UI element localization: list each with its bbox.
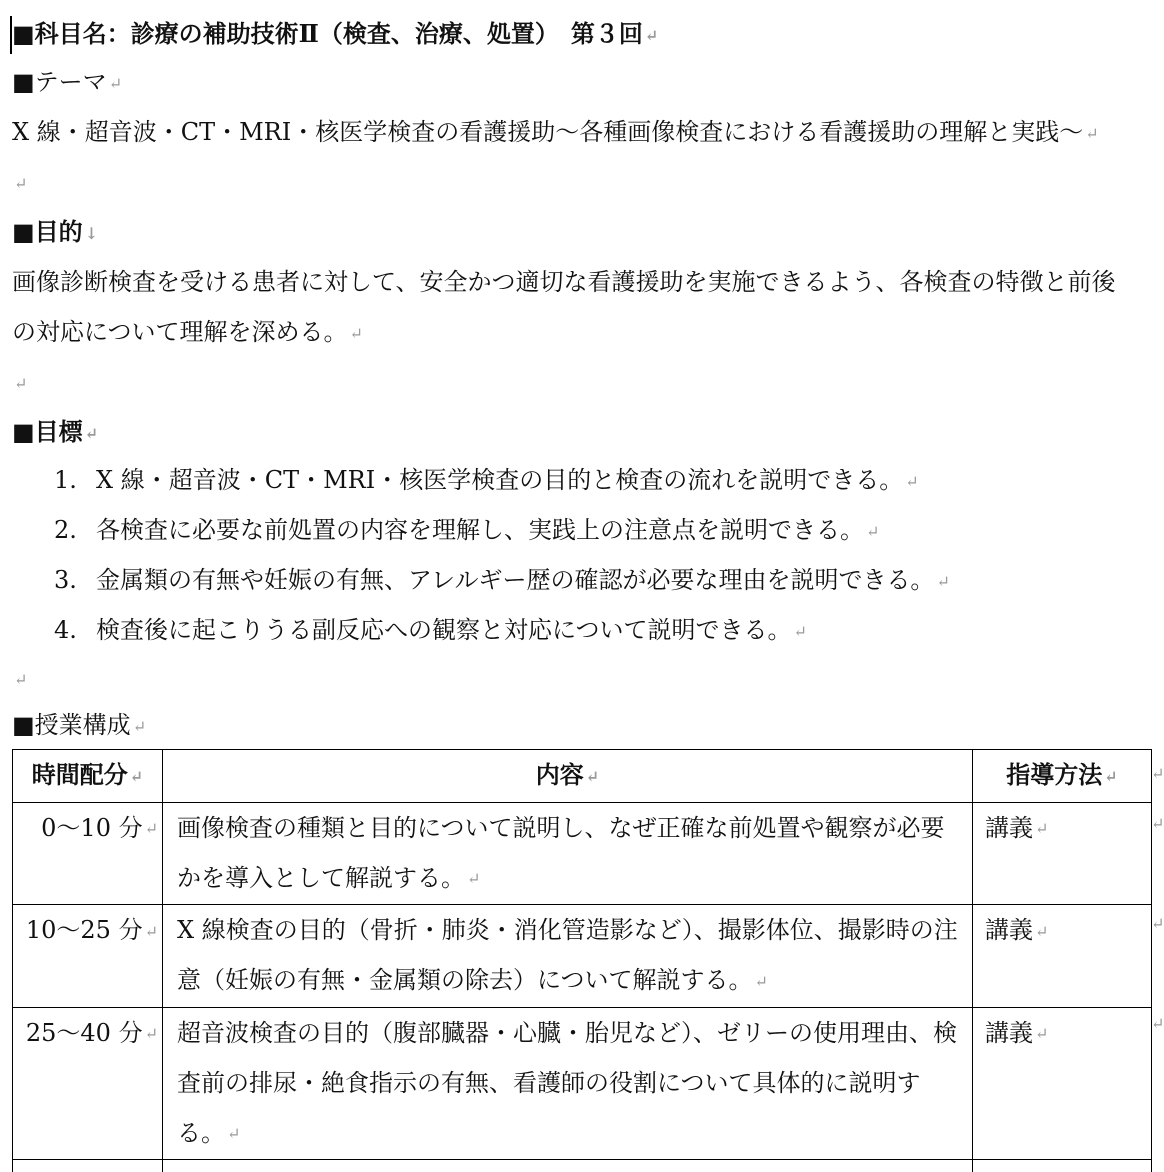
empty-paragraph (12, 653, 27, 703)
paragraph-mark: ↵ (145, 922, 158, 941)
paragraph-mark: ↵ (109, 74, 122, 93)
goal-text: 金属類の有無や妊娠の有無、アレルギー歴の確認が必要な理由を説明できる。 (96, 566, 934, 594)
paragraph-mark: ↵ (130, 767, 143, 786)
table-row (13, 802, 1152, 905)
goals-heading-text: ■目標 (12, 417, 83, 446)
goal-item-2 (54, 505, 879, 555)
goal-item-3 (54, 555, 950, 605)
paragraph-mark: ↵ (586, 767, 599, 786)
theme-text (12, 107, 1099, 157)
header-method (973, 750, 1152, 803)
paragraph-mark: ↵ (794, 622, 807, 641)
purpose-line-2-text: の対応について理解を深める。 (12, 318, 348, 346)
method-cell (973, 802, 1152, 905)
paragraph-mark: ↵ (350, 324, 363, 343)
time-text: 0～10 分 (41, 814, 142, 842)
content-cell (163, 1007, 973, 1160)
method-text: 講義 (985, 814, 1033, 842)
time-cell (13, 802, 163, 905)
header-method-text: 指導方法 (1006, 760, 1102, 789)
theme-heading-text: ■テーマ (12, 68, 107, 96)
course-title-text: ■科目名：診療の補助技術Ⅱ（検査、治療、処置） 第３回 (12, 19, 643, 48)
purpose-line-1-text: 画像診断検査を受ける患者に対して、安全かつ適切な看護援助を実施できるよう、各検査の特徴と前後 (12, 268, 1116, 296)
empty-paragraph (12, 357, 27, 407)
method-cell (973, 905, 1152, 1008)
header-time (13, 750, 163, 803)
time-text: 25～40 分 (26, 1019, 143, 1047)
paragraph-mark: ↵ (1104, 767, 1117, 786)
time-cell (13, 1160, 163, 1172)
row-end-mark: ↵ (1151, 1014, 1164, 1033)
goal-number: 1. (54, 455, 96, 505)
time-text: 10～25 分 (26, 916, 143, 944)
method-cell (973, 1007, 1152, 1160)
method-text: 講義 (985, 916, 1033, 944)
purpose-heading (12, 207, 98, 257)
paragraph-mark: ↵ (755, 972, 768, 991)
line-break-mark: ↓ (85, 224, 98, 243)
purpose-heading-text: ■目的 (12, 217, 83, 246)
empty-paragraph (12, 157, 27, 207)
paragraph-mark: ↵ (1035, 922, 1048, 941)
content-text: X 線検査の目的（骨折・肺炎・消化管造影など）、撮影体位、撮影時の注意（妊娠の有無・金属類の除去）について解説する。 (177, 916, 958, 994)
paragraph-mark: ↵ (467, 869, 480, 888)
goal-number: 3. (54, 555, 96, 605)
paragraph-mark: ↵ (866, 522, 879, 541)
content-cell (163, 802, 973, 905)
method-cell (973, 1160, 1152, 1172)
paragraph-mark: ↵ (133, 717, 146, 736)
goals-heading (12, 407, 98, 457)
theme-text-content: X 線・超音波・CT・MRI・核医学検査の看護援助～各種画像検査における看護援助の理解と実践～ (12, 118, 1083, 146)
paragraph-mark: ↵ (1035, 819, 1048, 838)
paragraph-mark: ↵ (85, 424, 98, 443)
row-end-mark: ↵ (1151, 814, 1164, 833)
purpose-line-1 (12, 257, 1116, 307)
content-text: 画像検査の種類と目的について説明し、なぜ正確な前処置や観察が必要かを導入として解説する。 (177, 814, 945, 892)
row-end-mark: ↵ (1151, 764, 1164, 783)
course-title (12, 9, 658, 59)
paragraph-mark: ↵ (145, 819, 158, 838)
header-content-text: 内容 (536, 760, 584, 789)
method-text: 講義 (985, 1019, 1033, 1047)
theme-heading (12, 57, 122, 107)
goal-text: 各検査に必要な前処置の内容を理解し、実践上の注意点を説明できる。 (96, 516, 864, 544)
header-time-text: 時間配分 (32, 760, 128, 789)
paragraph-mark: ↵ (936, 572, 949, 591)
paragraph-mark: ↵ (227, 1124, 240, 1143)
goal-text: X 線・超音波・CT・MRI・核医学検査の目的と検査の流れを説明できる。 (96, 466, 903, 494)
paragraph-mark: ↵ (905, 472, 918, 491)
table-row (13, 1160, 1152, 1172)
paragraph-mark: ↵ (645, 26, 658, 45)
goal-number: 2. (54, 505, 96, 555)
paragraph-mark: ↵ (1035, 1024, 1048, 1043)
paragraph-mark: ↵ (1085, 124, 1098, 143)
paragraph-mark: ↵ (14, 174, 27, 193)
content-cell (163, 1160, 973, 1172)
paragraph-mark: ↵ (14, 374, 27, 393)
table-row (13, 1007, 1152, 1160)
time-cell (13, 1007, 163, 1160)
goal-item-4 (54, 605, 807, 655)
content-text: 超音波検査の目的（腹部臓器・心臓・胎児など）、ゼリーの使用理由、検査前の排尿・絶食指示の有無、看護師の役割について具体的に説明する。 (177, 1019, 957, 1147)
goal-item-1 (54, 455, 919, 505)
time-cell (13, 905, 163, 1008)
structure-heading (12, 700, 146, 750)
goal-number: 4. (54, 605, 96, 655)
purpose-line-2 (12, 307, 363, 357)
goal-text: 検査後に起こりうる副反応への観察と対応について説明できる。 (96, 616, 792, 644)
structure-heading-text: ■授業構成 (12, 711, 131, 739)
paragraph-mark: ↵ (145, 1024, 158, 1043)
header-content (163, 750, 973, 803)
paragraph-mark: ↵ (14, 670, 27, 689)
row-end-mark: ↵ (1151, 914, 1164, 933)
table-row (13, 905, 1152, 1008)
table-header-row (13, 750, 1152, 803)
content-cell (163, 905, 973, 1008)
lesson-structure-table (12, 749, 1152, 1172)
